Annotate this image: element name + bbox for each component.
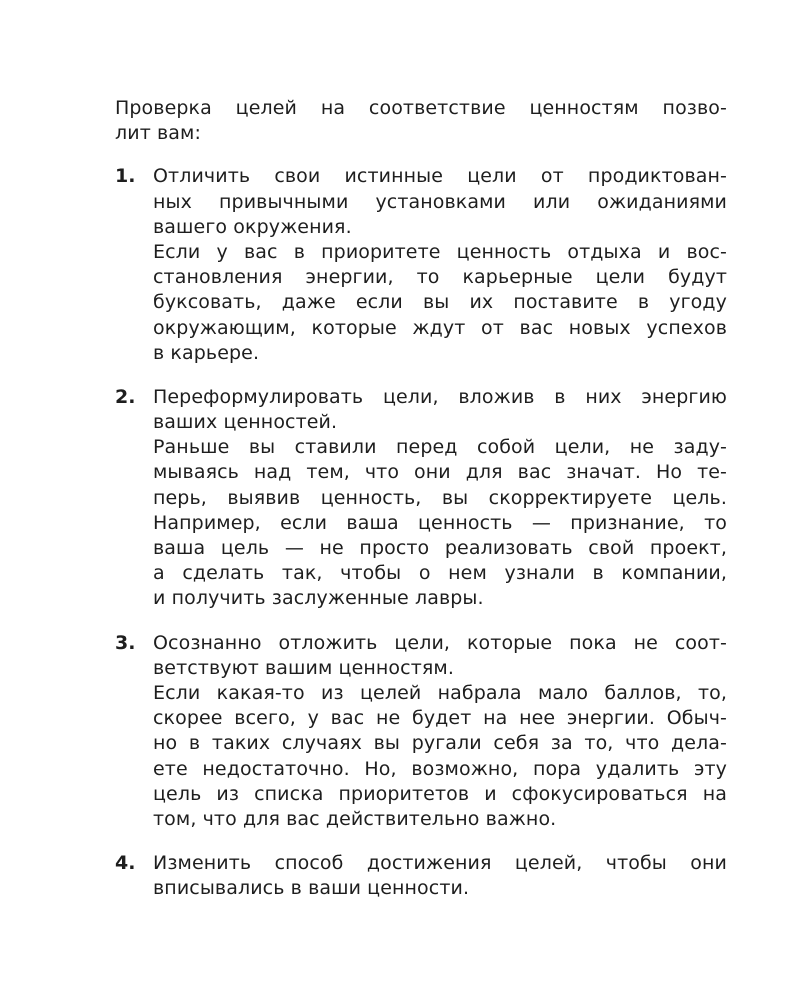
item-line: Если какая-то из целей набрала мало баллов, то,: [153, 681, 727, 704]
item-line: ваша цель — не просто реализовать свой проект,: [153, 537, 727, 559]
item-line: цель из списка приоритетов и сфокусироваться на: [153, 782, 727, 805]
list-item-2: [115, 385, 727, 612]
intro-paragraph: [115, 96, 727, 146]
item-line: Осознанно отложить цели, которые пока не соот-: [153, 631, 727, 654]
document-page: [115, 96, 727, 920]
item-line: Например, если ваша ценность — признание, то: [153, 511, 727, 534]
item-number: 4.: [115, 852, 136, 875]
intro-line: лит вам:: [115, 122, 201, 145]
item-line: том, что для вас действительно важно.: [153, 807, 557, 830]
item-line: становления энергии, то карьерные цели будут: [153, 266, 727, 289]
item-line: окружающим, которые ждут от вас новых успехов: [153, 316, 727, 339]
item-line: и получить заслуженные лавры.: [153, 587, 484, 610]
item-number: 3.: [115, 631, 136, 654]
item-line: ете недостаточно. Но, возможно, пора удалить эту: [153, 757, 727, 780]
item-number: 2.: [115, 385, 136, 408]
list-item-4: [115, 851, 727, 901]
item-line: Если у вас в приоритете ценность отдыха и вос-: [153, 240, 727, 263]
item-line: Отличить свои истинные цели от продиктован-: [153, 165, 727, 188]
item-line: ваших ценностей.: [153, 411, 338, 434]
intro-line: Проверка целей на соответствие ценностям позво-: [115, 97, 727, 119]
item-line: Раньше вы ставили перед собой цели, не заду-: [153, 436, 727, 459]
item-line: перь, выявив ценность, вы скорректируете цель.: [153, 486, 727, 509]
list-item-1: [115, 164, 727, 366]
item-line: вписывались в ваши ценности.: [153, 877, 470, 900]
item-line: но в таких случаях вы ругали себя за то, что дела-: [153, 732, 727, 755]
item-line: вашего окружения.: [153, 215, 352, 238]
item-line: а сделать так, чтобы о нем узнали в компании,: [153, 562, 727, 585]
item-line: ветствуют вашим ценностям.: [153, 656, 454, 679]
item-line: Изменить способ достижения целей, чтобы они: [153, 852, 727, 875]
item-line: ных привычными установками или ожиданиями: [153, 190, 727, 213]
item-line: буксовать, даже если вы их поставите в угоду: [153, 291, 727, 314]
item-line: мываясь над тем, что они для вас значат. Но те-: [153, 461, 727, 484]
item-line: Переформулировать цели, вложив в них энергию: [153, 385, 727, 408]
item-line: в карьере.: [153, 341, 260, 364]
item-number: 1.: [115, 165, 136, 188]
numbered-list: [115, 164, 727, 901]
list-item-3: [115, 631, 727, 833]
item-line: скорее всего, у вас не будет на нее энергии. Обыч-: [153, 707, 727, 730]
